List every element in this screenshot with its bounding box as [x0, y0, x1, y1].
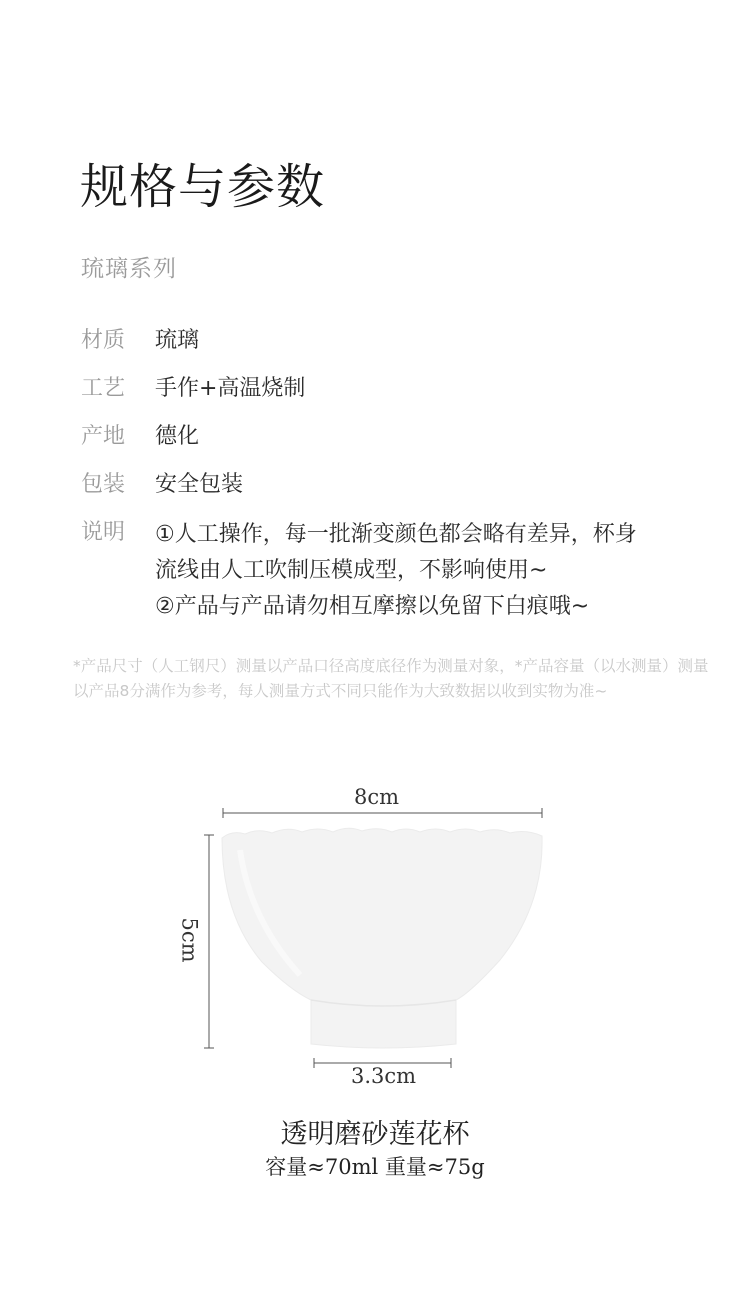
- product-name: 透明磨砂莲花杯: [280, 1119, 470, 1150]
- instruction-line-1: ①人工操作，每一批渐变颜色都会略有差异，杯身: [155, 522, 637, 547]
- width-label: 8cm: [354, 785, 400, 809]
- height-dimension-line: [204, 835, 214, 1048]
- measurement-note: *产品尺寸（人工钢尺）测量以产品口径高度底径作为测量对象，*产品容量（以水测量）测量以产品8分满作为参考，每人测量方式不同只能作为大致数据以收到实物为准~: [73, 657, 709, 700]
- spec-label: 包装: [81, 472, 126, 497]
- instruction-line-3: ②产品与产品请勿相互摩擦以免留下白痕哦~: [155, 594, 590, 619]
- spec-label: 说明: [81, 520, 126, 545]
- page-title: 规格与参数: [80, 159, 326, 215]
- instruction-line-2: 流线由人工吹制压模成型，不影响使用~: [155, 558, 548, 583]
- spec-label: 工艺: [81, 376, 126, 401]
- height-label: 5cm: [177, 917, 202, 963]
- spec-value: 安全包装: [155, 472, 244, 497]
- base-label: 3.3cm: [351, 1064, 417, 1088]
- series-subtitle: 琉璃系列: [81, 256, 177, 282]
- spec-value: 德化: [155, 424, 200, 449]
- spec-label: 材质: [81, 328, 126, 353]
- spec-value: 手作+高温烧制: [155, 376, 306, 401]
- spec-value: 琉璃: [155, 328, 200, 353]
- product-capacity-weight: 容量≈70ml 重量≈75g: [265, 1155, 485, 1179]
- spec-label: 产地: [81, 424, 126, 449]
- width-dimension-line: [223, 808, 542, 818]
